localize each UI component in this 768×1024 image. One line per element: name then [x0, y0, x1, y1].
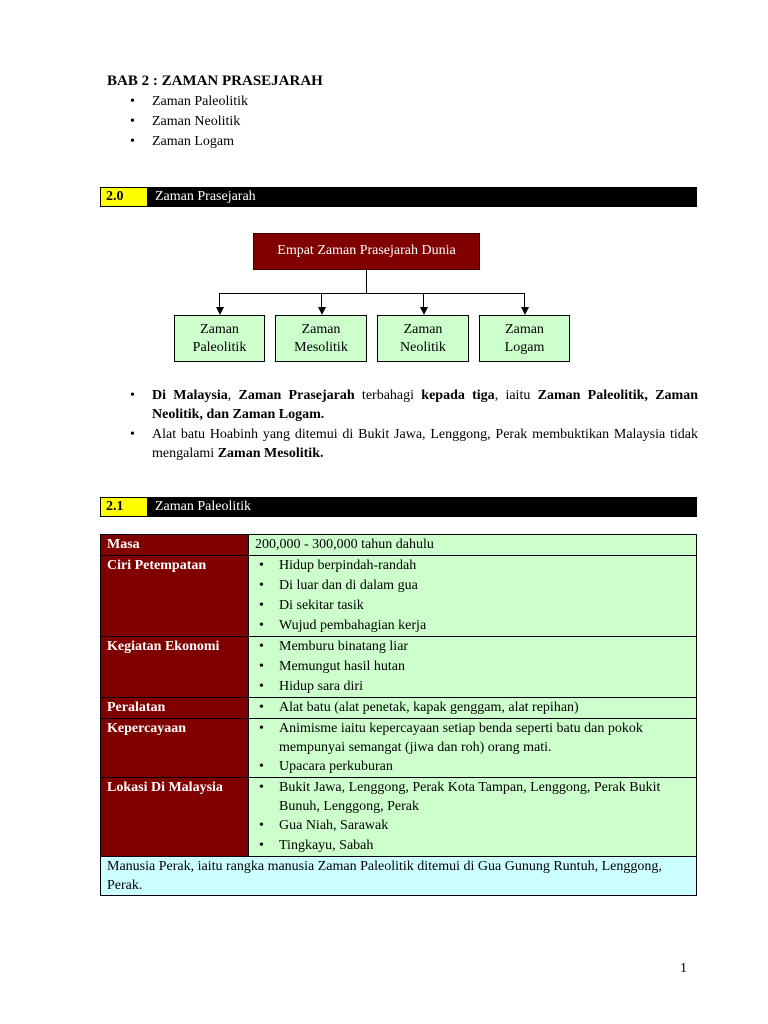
- table-row: [101, 556, 697, 637]
- diagram-root-box: Empat Zaman Prasejarah Dunia: [253, 233, 480, 270]
- chapter-topic-list: [130, 92, 248, 152]
- diagram-child-line: Zaman: [403, 322, 443, 337]
- list-item: • Alat batu (alat penetak, kapak genggam, alat repihan): [255, 698, 696, 718]
- list-item: • Bukit Jawa, Lenggong, Perak Kota Tampan, Lenggong, Perak Bukit Bunuh, Lenggong, Perak: [255, 778, 696, 816]
- table-row: [101, 698, 697, 719]
- list-item: • Di luar dan di dalam gua: [255, 576, 696, 596]
- table-row: [101, 857, 697, 896]
- row-value: [249, 698, 697, 719]
- table-note: Manusia Perak, iaitu rangka manusia Zaman Paleolitik ditemui di Gua Gunung Runtuh, Lenggong, Perak.: [101, 857, 697, 896]
- diagram-child-box: [377, 315, 469, 362]
- list-item: • Upacara perkuburan: [255, 757, 696, 777]
- list-item: • Zaman Logam: [130, 132, 248, 152]
- note-paragraph: [130, 425, 698, 463]
- section-number: 2.1: [101, 498, 147, 516]
- diagram-connector: [423, 293, 424, 307]
- list-item: • Di sekitar tasik: [255, 596, 696, 616]
- arrow-down-icon: [521, 307, 529, 315]
- table-row: [101, 637, 697, 698]
- row-value: [249, 719, 697, 778]
- section-heading-bar: [100, 497, 697, 517]
- section-number: 2.0: [101, 188, 147, 206]
- note-text: kepada tiga: [421, 388, 495, 403]
- row-value: [249, 637, 697, 698]
- diagram-child-line: Zaman: [301, 322, 341, 337]
- row-value: [249, 556, 697, 637]
- section-title: Zaman Prasejarah: [155, 189, 256, 204]
- list-item: • Memungut hasil hutan: [255, 657, 696, 677]
- row-label: Masa: [101, 535, 249, 556]
- list-item: • Zaman Paleolitik: [130, 92, 248, 112]
- note-text: terbahagi: [354, 388, 422, 403]
- diagram-child-line: Logam: [504, 340, 545, 355]
- diagram-child-line: Paleolitik: [192, 340, 247, 355]
- row-value-text: 200,000 - 300,000 tahun dahulu: [255, 537, 434, 552]
- list-item: • Wujud pembahagian kerja: [255, 616, 696, 636]
- note-text: Zaman Paleolitik, Zaman Neolitik, dan Zaman Logam.: [152, 388, 698, 422]
- row-label: Ciri Petempatan: [101, 556, 249, 637]
- diagram-child-line: Mesolitik: [294, 340, 348, 355]
- note-text: Alat batu Hoabinh yang ditemui di Bukit Jawa, Lenggong, Perak membuktikan Malaysia tidak mengalami: [152, 427, 698, 461]
- row-value: [249, 535, 697, 556]
- diagram-child-line: Zaman: [200, 322, 239, 337]
- diagram-child-line: Neolitik: [400, 340, 446, 355]
- row-label: Peralatan: [101, 698, 249, 719]
- row-label: Kepercayaan: [101, 719, 249, 778]
- list-item: • Gua Niah, Sarawak: [255, 816, 696, 836]
- note-text: Zaman Prasejarah: [238, 388, 355, 403]
- diagram-connector: [321, 293, 322, 307]
- arrow-down-icon: [318, 307, 326, 315]
- table-row: [101, 719, 697, 778]
- section-heading-bar: [100, 187, 697, 207]
- note-text: Zaman Mesolitik.: [217, 446, 324, 461]
- paleolitik-info-table: [100, 534, 697, 896]
- chapter-title: BAB 2 : ZAMAN PRASEJARAH: [107, 73, 323, 89]
- row-label: Kegiatan Ekonomi: [101, 637, 249, 698]
- list-item: • Memburu binatang liar: [255, 637, 696, 657]
- diagram-connector: [219, 293, 220, 307]
- notes-list: [130, 386, 698, 464]
- page-number: 1: [680, 961, 687, 976]
- row-value: [249, 778, 697, 857]
- list-item: • Tingkayu, Sabah: [255, 836, 696, 856]
- list-item: • Hidup sara diri: [255, 677, 696, 697]
- row-label: Lokasi Di Malaysia: [101, 778, 249, 857]
- section-title: Zaman Paleolitik: [155, 499, 252, 514]
- list-item: • Animisme iaitu kepercayaan setiap benda seperti batu dan pokok mempunyai semangat (jiwa dan roh) orang mati.: [255, 719, 696, 757]
- diagram-child-box: [174, 315, 265, 362]
- diagram-child-line: Zaman: [505, 322, 544, 337]
- arrow-down-icon: [216, 307, 224, 315]
- list-item: • Zaman Neolitik: [130, 112, 248, 132]
- table-row: [101, 778, 697, 857]
- note-paragraph: [130, 386, 698, 424]
- diagram-connector: [219, 293, 525, 294]
- table-row: [101, 535, 697, 556]
- diagram-child-box: [479, 315, 570, 362]
- arrow-down-icon: [420, 307, 428, 315]
- diagram-connector: [524, 293, 525, 307]
- list-item: • Hidup berpindah-randah: [255, 556, 696, 576]
- diagram-child-box: [275, 315, 367, 362]
- note-text: ,: [227, 388, 239, 403]
- note-text: Di Malaysia: [152, 388, 228, 403]
- diagram-connector: [366, 270, 367, 293]
- note-text: , iaitu: [494, 388, 538, 403]
